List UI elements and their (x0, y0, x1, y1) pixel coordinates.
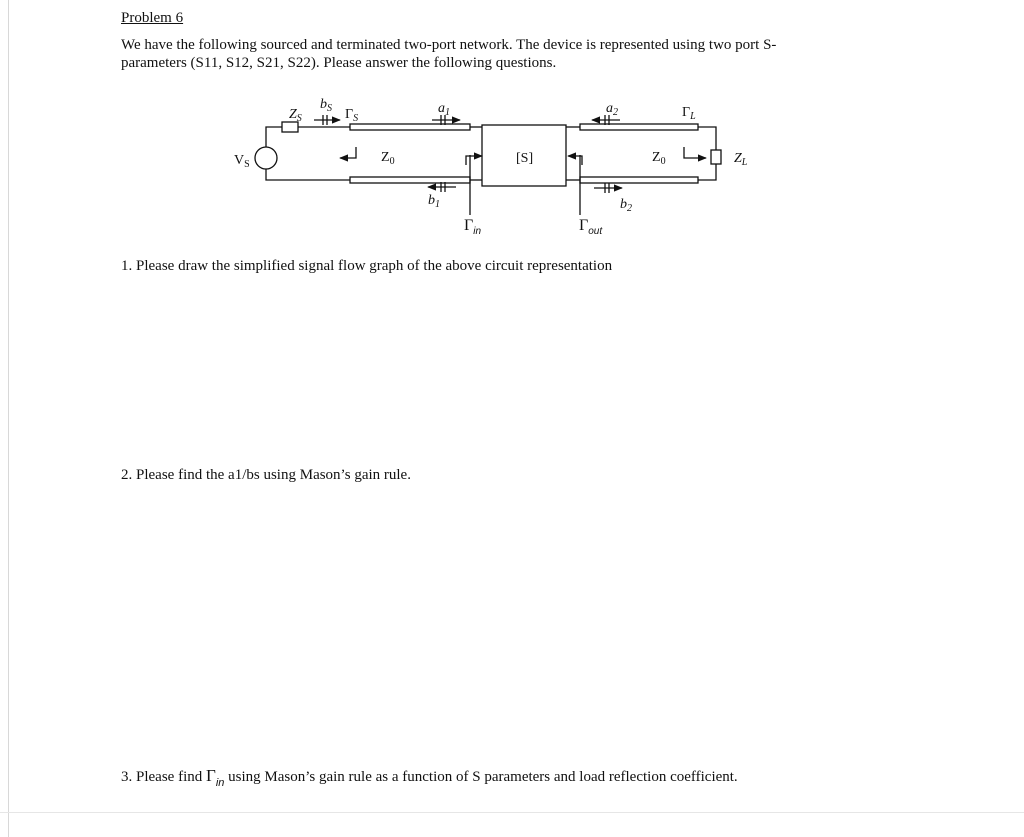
question-3-suffix: using Mason’s gain rule as a function of S parameters and load reflection coefficient. (228, 769, 738, 785)
tline-right-top (580, 124, 698, 130)
tline-right-bottom (580, 177, 698, 183)
z0-left-label: $Z_0$ (381, 150, 395, 167)
page-bottom-border (0, 812, 1024, 813)
source-wire-top (266, 127, 282, 147)
tline-left-top (350, 124, 470, 130)
zs-label: $Z_S$ (289, 107, 302, 124)
source-impedance-zs (282, 122, 298, 132)
question-1: 1. Please draw the simplified signal flow graph of the above circuit representation (121, 258, 613, 274)
load-impedance-zl (711, 150, 721, 164)
gamma-l-arrow (684, 147, 706, 158)
b1-label: $b_1$ (428, 193, 440, 210)
source-wire-bottom (266, 169, 350, 180)
gamma-s-arrow (340, 147, 356, 158)
vs-label: $V_S$ (234, 153, 250, 170)
a2-label: $a_2$ (606, 101, 618, 118)
question-3-prefix: 3. Please find (121, 769, 203, 785)
gamma-in-label: $\Gamma_{in}$ (464, 217, 482, 237)
a1-label: $a_1$ (438, 101, 450, 118)
problem-title: Problem 6 (121, 10, 184, 26)
intro-line-1: We have the following sourced and terminated two-port network. The device is represented using two port S- (121, 37, 777, 53)
question-2: 2. Please find the a1/bs using Mason’s gain rule. (121, 467, 411, 483)
gamma-in-symbol: Γ (205, 766, 216, 785)
bs-label: $b_S$ (320, 97, 332, 114)
gamma-s-label: $\Gamma_S$ (345, 107, 359, 124)
intro-line-2: parameters (S11, S12, S21, S22). Please answer the following questions. (121, 55, 557, 71)
gamma-in-subscript: in (215, 777, 225, 789)
tline-left-bottom (350, 177, 470, 183)
gamma-in-arrow (466, 156, 482, 165)
gamma-out-label: $\Gamma_{out}$ (579, 217, 603, 237)
voltage-source (255, 147, 277, 169)
s-block-label: [S] (516, 151, 534, 166)
question-3 (121, 766, 738, 789)
z0-right-label: $Z_0$ (652, 150, 666, 167)
zl-label: $Z_L$ (734, 151, 748, 168)
gamma-l-label: $\Gamma_L$ (682, 105, 696, 122)
b2-label: $b_2$ (620, 197, 632, 214)
load-wire (698, 127, 716, 180)
two-port-network-diagram (0, 0, 1024, 250)
